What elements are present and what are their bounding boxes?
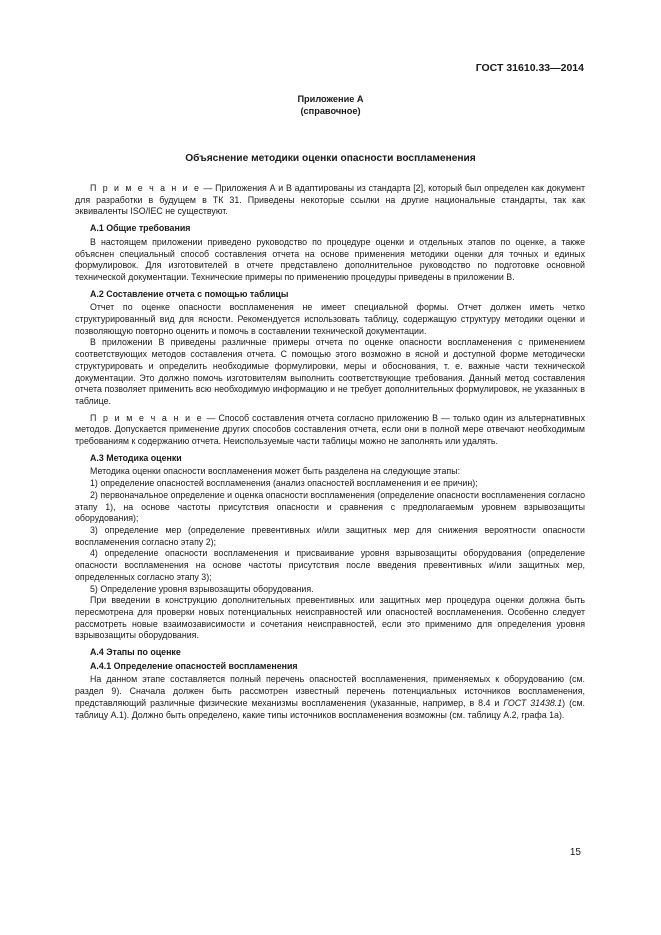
main-title: Объяснение методики оценки опасности воспламенения xyxy=(185,153,476,164)
section-heading-a3: А.3 Методика оценки xyxy=(90,452,182,463)
note-label: П р и м е ч а н и е xyxy=(90,412,204,423)
paragraph: Методика оценки опасности воспламенения может быть разделена на следующие этапы: xyxy=(90,466,461,477)
note-paragraph xyxy=(75,183,585,218)
list-item: 3) определение мер (определение превентивных и/или защитных мер для снижения вероятности опасности воспламенения согласно этапу 2); xyxy=(75,524,585,547)
annex-title: Приложение А xyxy=(297,94,364,104)
annex-heading xyxy=(0,94,661,117)
list-item: 2) первоначальное определение и оценка опасности воспламенения (определение опасности воспламенения согласно этапу 1), на основе частоты присутствия опасности и сравнения с предполагаемым уровнем взрывозащиты оборудования); xyxy=(75,489,585,524)
section-heading-a2: А.2 Составление отчета с помощью таблицы xyxy=(90,288,289,299)
paragraph: При введении в конструкцию дополнительных превентивных или защитных мер процедура оценки должна быть пересмотрена для проверки новых потенциальных неисправностей или опасностей воспламенения. Особенно следует рассмотреть новые взаимозависимости и сочетания неисправностей, если это применимо для определения уровня взрывозащиты оборудования. xyxy=(75,595,585,641)
document-code: ГОСТ 31610.33—2014 xyxy=(475,62,584,74)
section-heading-a4: А.4 Этапы по оценке xyxy=(90,647,181,658)
note-label: П р и м е ч а н и е xyxy=(90,183,201,193)
paragraph-text: На данном этапе составляется полный перечень опасностей воспламенения, применяемых к оборудованию (см. раздел 9). Сначала должен быть рассмотрен известный перечень потенциальных источников воспламенения, представляющий различные физические механизмы воспламенения (указанные, например, в 8.4 и xyxy=(75,674,585,708)
list-item: 1) определение опасностей воспламенения (анализ опасностей воспламенения и ее причин); xyxy=(90,478,478,489)
paragraph: В приложении В приведены различные примеры отчета по оценке опасности воспламенения с применением соответствующих методов составления отчета. С помощью этого возможно в ясной и доступной форме методически структурировать и определить необходимые формулировки, меры и обоснования, т. е. важные части технической документации. Это должно помочь изготовителям выполнить соответствующие требования. Данный метод составления отчета позволяет применить всю необходимую информацию и не требует дополнительных формулировок, не указанных в таблице. xyxy=(75,337,585,406)
document-body xyxy=(75,183,585,721)
section-heading-a1: А.1 Общие требования xyxy=(90,223,191,234)
subsection-heading-a41: А.4.1 Определение опасностей воспламенения xyxy=(90,660,298,671)
standard-reference: ГОСТ 31438.1 xyxy=(503,697,563,708)
annex-subtitle: (справочное) xyxy=(300,105,361,116)
paragraph: Отчет по оценке опасности воспламенения не имеет специальной формы. Отчет должен иметь четко структурированный вид для ясности. Рекомендуется использовать таблицу, содержащую структуру методики оценки и позволяющую повторно оценить и помочь в составлении технической документации. xyxy=(75,302,585,336)
list-item: 4) определение опасности воспламенения и присваивание уровня взрывозащиты оборудования (определение опасности воспламенения на основе частоты присутствия после введения превентивных и/или защитных мер, определенных согласно этапу 3); xyxy=(75,548,585,582)
paragraph: В настоящем приложении приведено руководство по процедуре оценки и отдельных этапов по оценке, а также объяснен специальный способ составления отчета на основе применения методики оценки для точных и единых формулировок. Для изготовителей в отчете представлено дополнительное руководство по подготовке основной технической документации. Технические примеры по применению процедуры приведены в приложении В. xyxy=(75,236,585,282)
note-text: — Приложения А и В адаптированы из стандарта [2], который был определен как документ для разработки в будущем в ТК 31. Приведены некоторые ссылки на другие национальные стандарты, так как эквиваленты ISO/IEC не существуют. xyxy=(75,183,586,217)
paragraph-text: ) (см. таблицу А.1). Должно быть определено, какие типы источников воспламенения возможны (см. таблицу А.2, графа 1а). xyxy=(75,697,585,720)
list-item: 5) Определение уровня взрывозащиты оборудования. xyxy=(90,583,314,594)
paragraph xyxy=(75,674,585,721)
note-text: — Способ составления отчета согласно приложению В — только один из альтернативных методов. Допускается применение других способов составления отчета, если они в полной мере отвечают необходимым требованиям к содержанию отчета. Неиспользуемые части таблицы можно не заполнять или удалять. xyxy=(75,412,586,447)
note-paragraph xyxy=(75,413,585,448)
page-number: 15 xyxy=(569,847,581,858)
